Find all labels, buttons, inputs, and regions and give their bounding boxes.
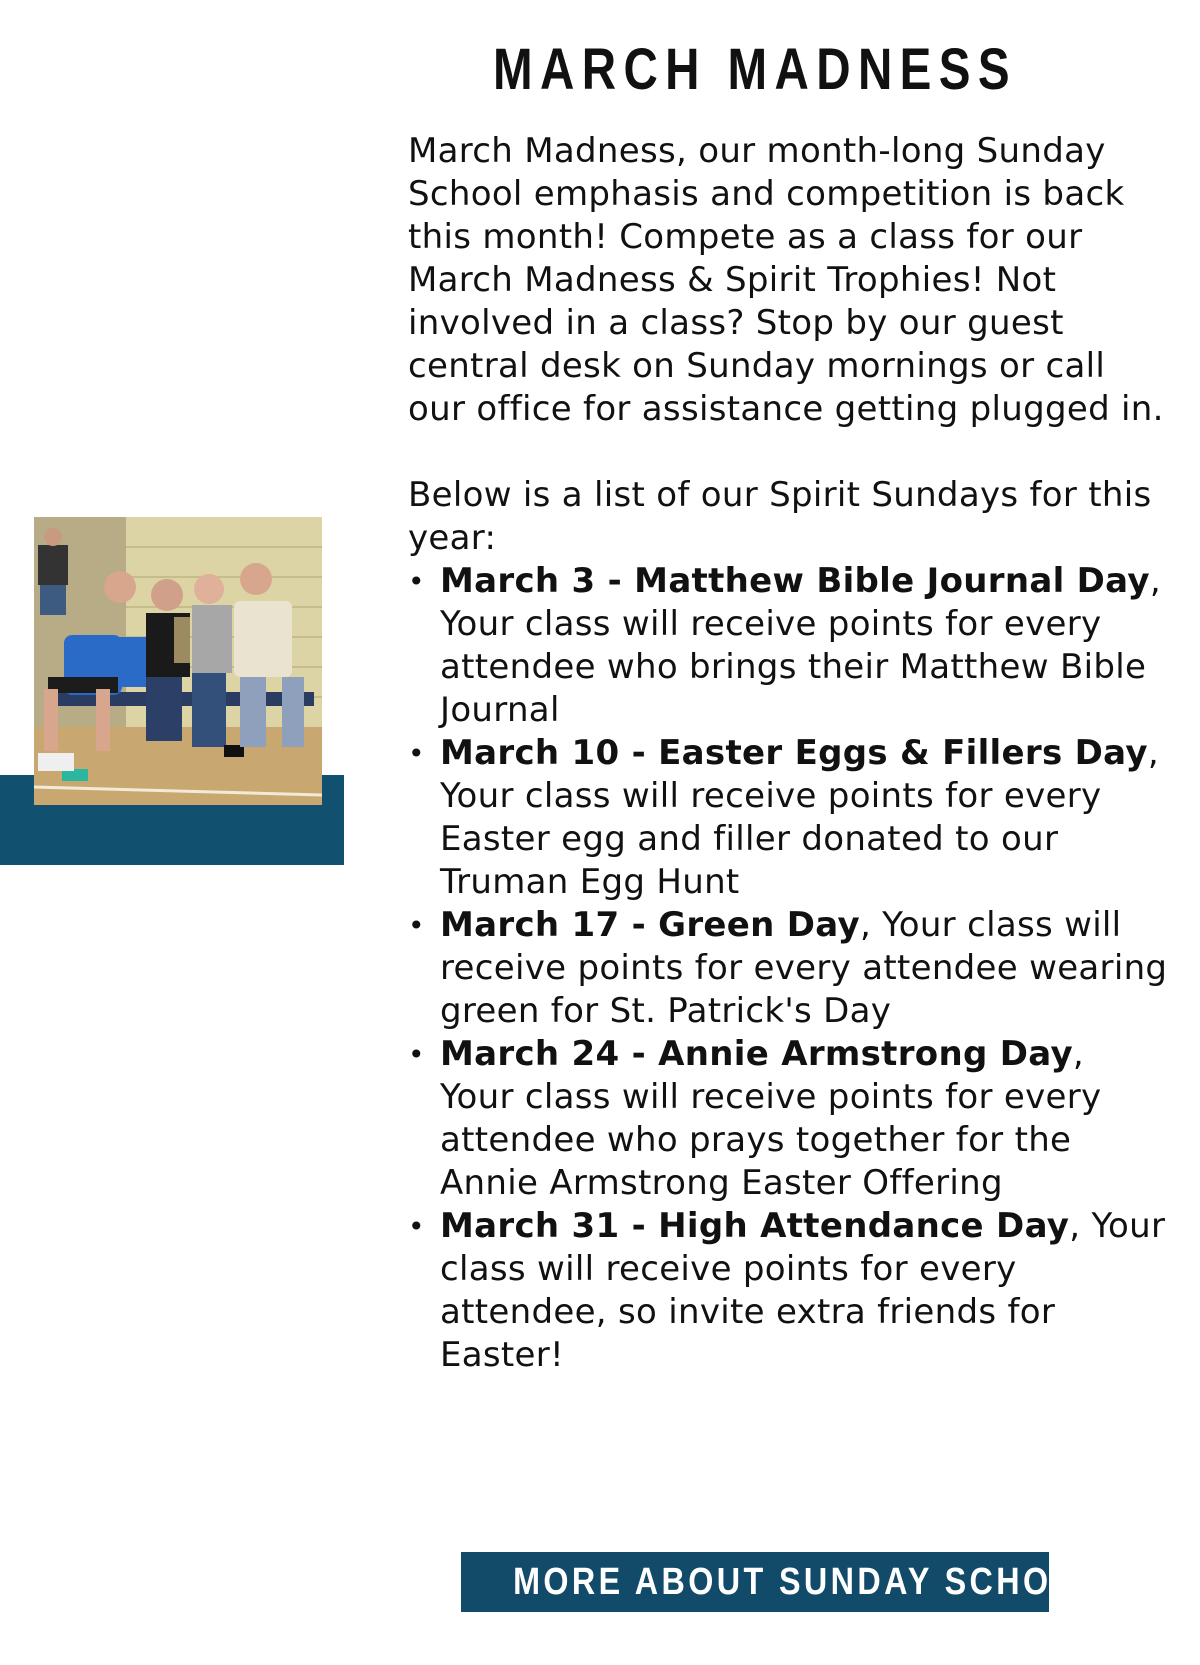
event-description: , Your class will receive points for every attendee wearing green for St. Patrick's Day [440, 905, 1168, 1031]
article-body [408, 130, 1168, 1377]
event-description: , Your class will receive points for every attendee, so invite extra friends for Easter! [440, 1206, 1166, 1375]
cta-label: MORE ABOUT SUNDAY SCHOOL [513, 1561, 1104, 1603]
intro-paragraph: March Madness, our month-long Sunday School emphasis and competition is back this month! Compete as a class for our March Madness & Spirit Trophies! Not involved in a class? Stop by our guest central desk on Sunday mornings or call our office for assistance getting plugged in. [408, 131, 1164, 429]
list-item [408, 1033, 1168, 1205]
event-title: March 24 - Annie Armstrong Day [440, 1034, 1073, 1074]
spacer [408, 431, 1168, 474]
event-title: March 10 - Easter Eggs & Fillers Day [440, 733, 1148, 773]
list-intro: Below is a list of our Spirit Sundays for this year: [408, 475, 1152, 558]
event-title: March 17 - Green Day [440, 905, 860, 945]
list-item [408, 904, 1168, 1033]
event-title: March 3 - Matthew Bible Journal Day [440, 561, 1150, 601]
spirit-sundays-list [408, 560, 1168, 1377]
event-description: , Your class will receive points for every attendee who brings their Matthew Bible Journal [440, 561, 1161, 730]
event-description: , Your class will receive points for every attendee who prays together for the Annie Armstrong Easter Offering [440, 1034, 1102, 1203]
list-item [408, 1205, 1168, 1377]
event-description: , Your class will receive points for every Easter egg and filler donated to our Truman Egg Hunt [440, 733, 1159, 902]
list-item [408, 560, 1168, 732]
event-title: March 31 - High Attendance Day [440, 1206, 1070, 1246]
list-item [408, 732, 1168, 904]
more-about-sunday-school-button[interactable] [461, 1552, 1104, 1612]
page-title: MARCH MADNESS [493, 37, 1017, 102]
group-photo [34, 517, 322, 805]
